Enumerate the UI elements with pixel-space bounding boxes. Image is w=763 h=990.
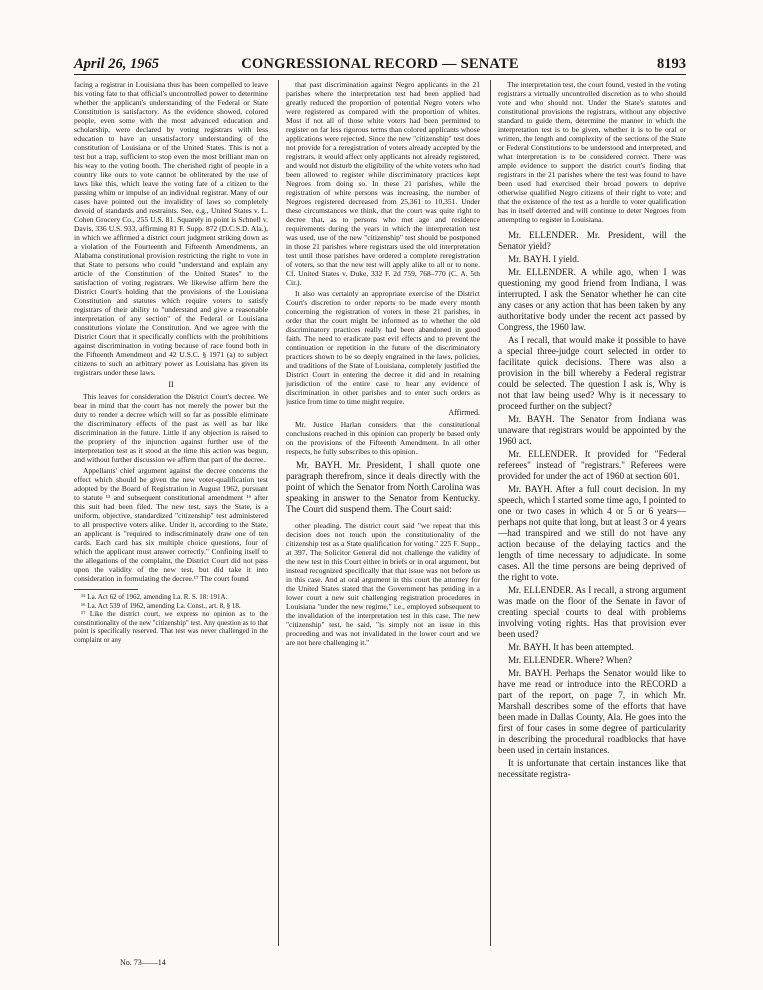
speech-paragraph: Mr. BAYH. It has been attempted. [508,642,634,652]
speech-paragraph: Mr. ELLENDER. Where? When? [508,655,632,665]
speech-paragraph: Mr. BAYH. The Senator from Indiana was unaware that registrars would be appointed by the 1960 act. [498,414,686,446]
affirmed-label: Affirmed. [448,408,480,417]
speech-paragraph: Mr. BAYH. Perhaps the Senator would like to have me read or introduce into the RECORD a part of the report, on page 7, in which Mr. Marshall describes some of the efforts that have been made in Dallas County, Ala. He goes into the first of four cases in some degree of particularity in describing the procedural roadblocks that have been used in certain instances. [498,668,686,755]
speech-paragraph: Mr. BAYH. Mr. President, I shall quote one paragraph therefrom, since it deals directly with the point of which the Senator from North Carolina was speaking in answer to the Senator from Kentucky. The Court did suspend them. The Court said: [286,460,480,514]
speech-paragraph: Mr. ELLENDER. As I recall, a strong argument was made on the floor of the Senate in favor of creating special courts to deal with problems involving voting rights. Has that provision ever been used? [498,585,686,639]
section-marker: II [168,380,174,389]
body-paragraph: This leaves for consideration the District Court's decree. We bear in mind that the court has not merely the power but the duty to render a decree which will so far as possible eliminate the discriminatory effects of the past as well as bar like discrimination in the future. Little if any objection is raised to the propriety of the injunction against further use of the interpretation test as it stood at the time this action was begun, and without further discussion we affirm that part of the decree. [74,392,268,464]
footnote-divider [74,589,138,590]
column-divider [490,80,491,946]
column-left [74,80,268,950]
footnotes [74,593,268,645]
body-paragraph: The interpretation test, the court found, vested in the voting registrars a virtually uncontrolled discretion as to who should vote and who should not. Under the State's statutes and constitutional provisions the registrars, without any objective standard to guide them, determine the manner in which the interpretation test is to be given, whether it is to be oral or written, the length and complexity of the sections of the State or Federal Constitutions to be understood and interpreted, and what interpretation is to be considered correct. There was ample evidence to support the district court's finding that registrars in the 21 parishes where the test was found to have been used had exercised their broad powers to deprive otherwise qualified Negro citizens of their right to vote; and that the existence of the test as a hurdle to voter qualification has in itself deterred and will continue to deter Negroes from attempting to register in Louisiana. [498,80,686,224]
column-middle [286,80,480,950]
footnote: ¹⁶ La. Act 539 of 1962, amending La. Const., art. 8, § 18. [81,601,241,610]
body-paragraph: Appellants' chief argument against the decree concerns the effect which should be given the new voter-qualification test adopted by the Board of Registration in August 1962, pursuant to statute ¹⁵ and subsequent constitutional amendment ¹⁶ after this suit had been filed. The new test, says the State, is a uniform, objective, standardized "citizenship" test administered to all prospective voters alike. Under it, according to the State, an applicant is "required to indiscriminately draw one of ten cards. Each card has six multiple choice questions, four of which the applicant must answer correctly." Confining itself to the allegations of the complaint, the District Court did not pass upon the validity of the new test, but did take it into consideration in formulating the decree.¹⁷ The court found [74,466,268,583]
header-date: April 26, 1965 [74,56,159,72]
speech-paragraph: Mr. ELLENDER. A while ago, when I was questioning my good friend from Indiana, I was interrupted. I ask the Senator whether he can cite any cases or any action that has been taken by any authoritative body under the recent act passed by Congress, the 1960 law. [498,267,686,332]
page-footer: No. 73——14 [120,958,166,967]
body-paragraph: Mr. Justice Harlan considers that the constitutional conclusions reached in this opinion can properly be based only on the provisions of the Fifteenth Amendment. In all other respects, he fully subscribes to this opinion. [286,420,480,456]
header-title: CONGRESSIONAL RECORD — SENATE [241,56,519,72]
body-paragraph: that past discrimination against Negro applicants in the 21 parishes where the interpretation test had been applied had greatly reduced the proportion of potential Negro voters who were registered as compared with the proportion of whites. Most if not all of those white voters had been permitted to register on far less rigorous terms than colored applicants whose applications were rejected. Since the new "citizenship" test does not provide for a reregistration of voters already accepted by the registrars, it would affect only applicants not already registered, and would not disturb the eligibility of the white voters who had been allowed to register while discriminatory practices kept Negroes from doing so. In these 21 parishes, while the registration of white persons was increasing, the number of Negroes registered decreased from 25,361 to 10,351. Under these circumstances we think, that the court was quite right to decree that, as to persons who met age and residence requirements during the years in which the interpretation test was used, use of the new "citizenship" test should be postponed in those 21 parishes where registrars used the old interpretation test until those parishes have ordered a complete reregistration of voters, so that the new test will apply alike to all or to none. Cf. United States v. Duke, 332 F. 2d 759, 768–770 (C. A. 5th Cir.). [286,80,480,287]
speech-paragraph: Mr. BAYH. I yield. [508,254,580,264]
header-page-number: 8193 [657,56,686,72]
page-header [74,56,686,75]
column-divider [278,80,279,946]
quoted-paragraph: other pleading. The district court said "we repeat that this decision does not touch upon the constitutionality of the citizenship test as a State qualification for voting." 225 F. Supp., at 397. The Solicitor General did not challenge the validity of the new test in this Court either in briefs or in oral argument, but instead recognized specifically that that issue was not before us in this case. And at oral argument in this court the attorney for the United States stated that the Government has pending in a lower court a new suit challenging registration procedures in Louisiana "under the new regime," i.e., employed subsequent to the invalidation of the interpretation test in this case. The new "citizenship" test, he said, "is simply not an issue in this proceeding and was not invalidated in the lower court and we are not here challenging it." [286,521,480,647]
speech-paragraph: It is unfortunate that certain instances like that necessitate registra- [498,758,686,779]
body-paragraph: It also was certainly an appropriate exercise of the District Court's discretion to order reports to be made every month concerning the registration of voters in these 21 parishes, in order that the court might be informed as to whether the old discriminatory practices really had been abandoned in good faith. The need to eradicate past evil effects and to prevent the continuation or repetition in the future of the discriminatory practices shown to be so deeply engrained in the laws, policies, and traditions of the State of Louisiana, completely justified the District Court in entering the decree it did and in retaining jurisdiction of the entire case to hear any evidence of discrimination in other parishes and to enter such orders as justice from time to time might require. [286,289,480,406]
footnote: ¹⁷ Like the district court, we express no opinion as to the constitutionality of the new "citizenship" test. Any question as to that point is specifically reserved. That test was never challenged in the complaint or any [74,610,268,644]
speech-paragraph: Mr. BAYH. After a full court decision. In my speech, which I started some time ago, I pointed to one or two cases in which 4 or 5 or 6 years—perhaps not quite that long, but at least 3 or 4 years—had transpired and we still do not have any action because of the delaying tactics and the length of time necessary to adjudicate. In some cases. All the time persons are being deprived of the right to vote. [498,484,686,582]
footnote: ¹⁵ La. Act 62 of 1962, amending La. R. S. 18: 191A. [81,593,228,601]
column-right [498,80,686,950]
speech-paragraph: Mr. ELLENDER. Mr. President, will the Senator yield? [498,230,686,251]
speech-paragraph: Mr. ELLENDER. It provided for "Federal referees" instead of "registrars." Referees were provided for under the act of 1960 at section 601. [498,449,686,481]
body-paragraph: facing a registrar in Louisiana thus has been compelled to leave his voting fate to that official's uncontrolled power to determine whether the applicant's understanding of the Federal or State Constitution is satisfactory. As the evidence showed, colored people, even some with the most advanced education and scholarship, were declared by voting registrars with less education to have an unsatisfactory understanding of the constitution of Louisiana or of the United States. This is not a test but a trap, sufficient to stop even the most brilliant man on his way to the voting booth. The cherished right of people in a country like ours to vote cannot be obliterated by the use of laws like this, which leave the voting fate of a citizen to the passing whim or impulse of an individual registrar. Many of our cases have pointed out the invalidity of laws so completely devoid of standards and restraints. See, e.g., United States v. L. Cohen Grocery Co., 255 U.S. 81. Squarely in point is Schnell v. Davis, 336 U.S. 933, affirming 81 F. Supp. 872 (D.C.S.D. Ala.), in which we affirmed a district court judgment striking down as a violation of the Fourteenth and Fifteenth Amendments, an Alabama constitutional provision restricting the right to vote in that State to persons who could "understand and explain any article of the Constitution of the United States" to the satisfaction of voting registrars. We likewise affirm here the District Court's holding that the provisions of the Louisiana Constitution and statutes which require voters to satisfy registrars of their ability to "understand and give a reasonable interpretation of any section" of the Federal or Louisiana constitutions violate the Constitution. And we agree with the District Court that it specifically conflicts with the prohibitions against discrimination in voting because of race found both in the Fifteenth Amendment and 42 U.S.C. § 1971 (a) to subject citizens to such an arbitrary power as Louisiana has given its registrars under these laws. [74,80,268,377]
speech-paragraph: As I recall, that would make it possible to have a special three-judge court selected in order to facilitate quick decisions. There was also a provision in the bill whereby a Federal registrar could be selected. The question I ask is, Why is not that law being used? Why is it necessary to proceed further on the subject? [498,335,686,411]
